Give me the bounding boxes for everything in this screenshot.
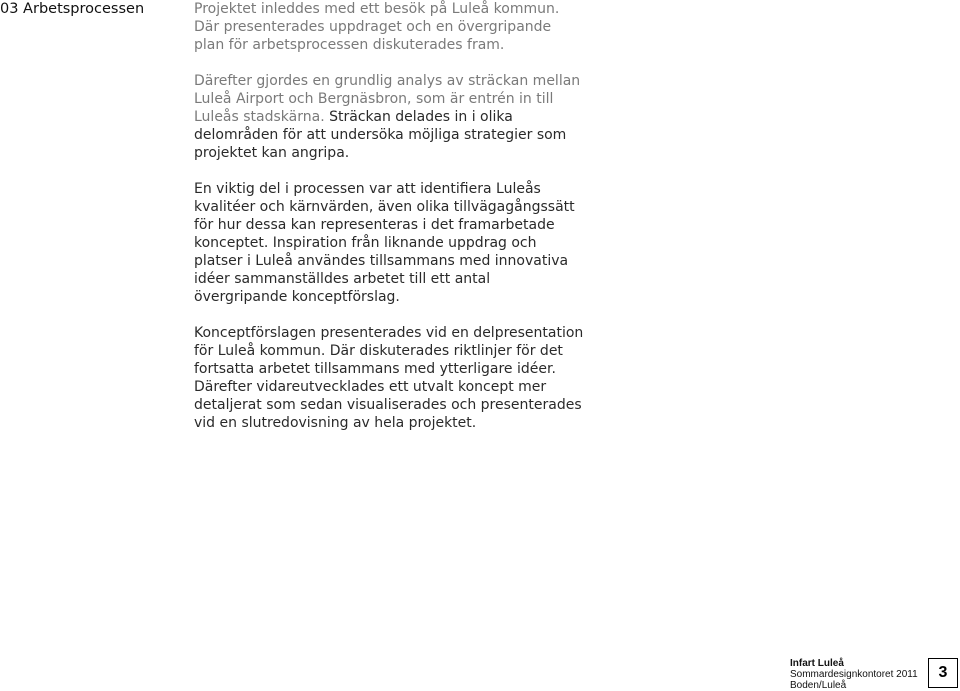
footer	[790, 658, 918, 691]
section-title: 03 Arbetsprocessen	[0, 1, 145, 17]
body-text	[194, 0, 584, 450]
page-number: 3	[928, 658, 958, 688]
paragraph-identity: En viktig del i processen var att identifiera Luleås kvalitéer och kärnvärden, även olika tillvägagångssätt för hur dessa kan representeras i det framarbetade konceptet. Inspiration från liknande uppdrag och platser i Luleå användes tillsammans med innovativa idéer sammanställdes arbetet till ett antal övergripande konceptförslag.	[194, 181, 575, 305]
footer-location: Boden/Luleå	[790, 680, 847, 691]
paragraph-intro: Projektet inleddes med ett besök på Luleå kommun. Där presenterades uppdraget och en övergripande plan för arbetsprocessen diskuterades fram.	[194, 1, 560, 53]
paragraph-concepts: Konceptförslagen presenterades vid en delpresentation för Luleå kommun. Där diskuterades riktlinjer för det fortsatta arbetet tillsammans med ytterligare idéer. Därefter vidareutvecklades ett utvalt koncept mer detaljerat som sedan visualiserades och presenterades vid en slutredovisning av hela projektet.	[194, 325, 584, 431]
footer-org: Sommardesignkontoret 2011	[790, 669, 918, 680]
footer-brand: Infart Luleå	[790, 658, 844, 669]
paragraph-analysis-part2: Sträckan delades in i olika delområden för att undersöka möjliga strategier som projektet kan angripa.	[194, 109, 567, 161]
paragraph-analysis-part1: Därefter gjordes en grundlig analys av sträckan mellan Luleå Airport och Bergnäsbron, som är entrén in till Luleås stadskärna.	[194, 73, 581, 125]
paragraph-analysis	[194, 72, 584, 162]
